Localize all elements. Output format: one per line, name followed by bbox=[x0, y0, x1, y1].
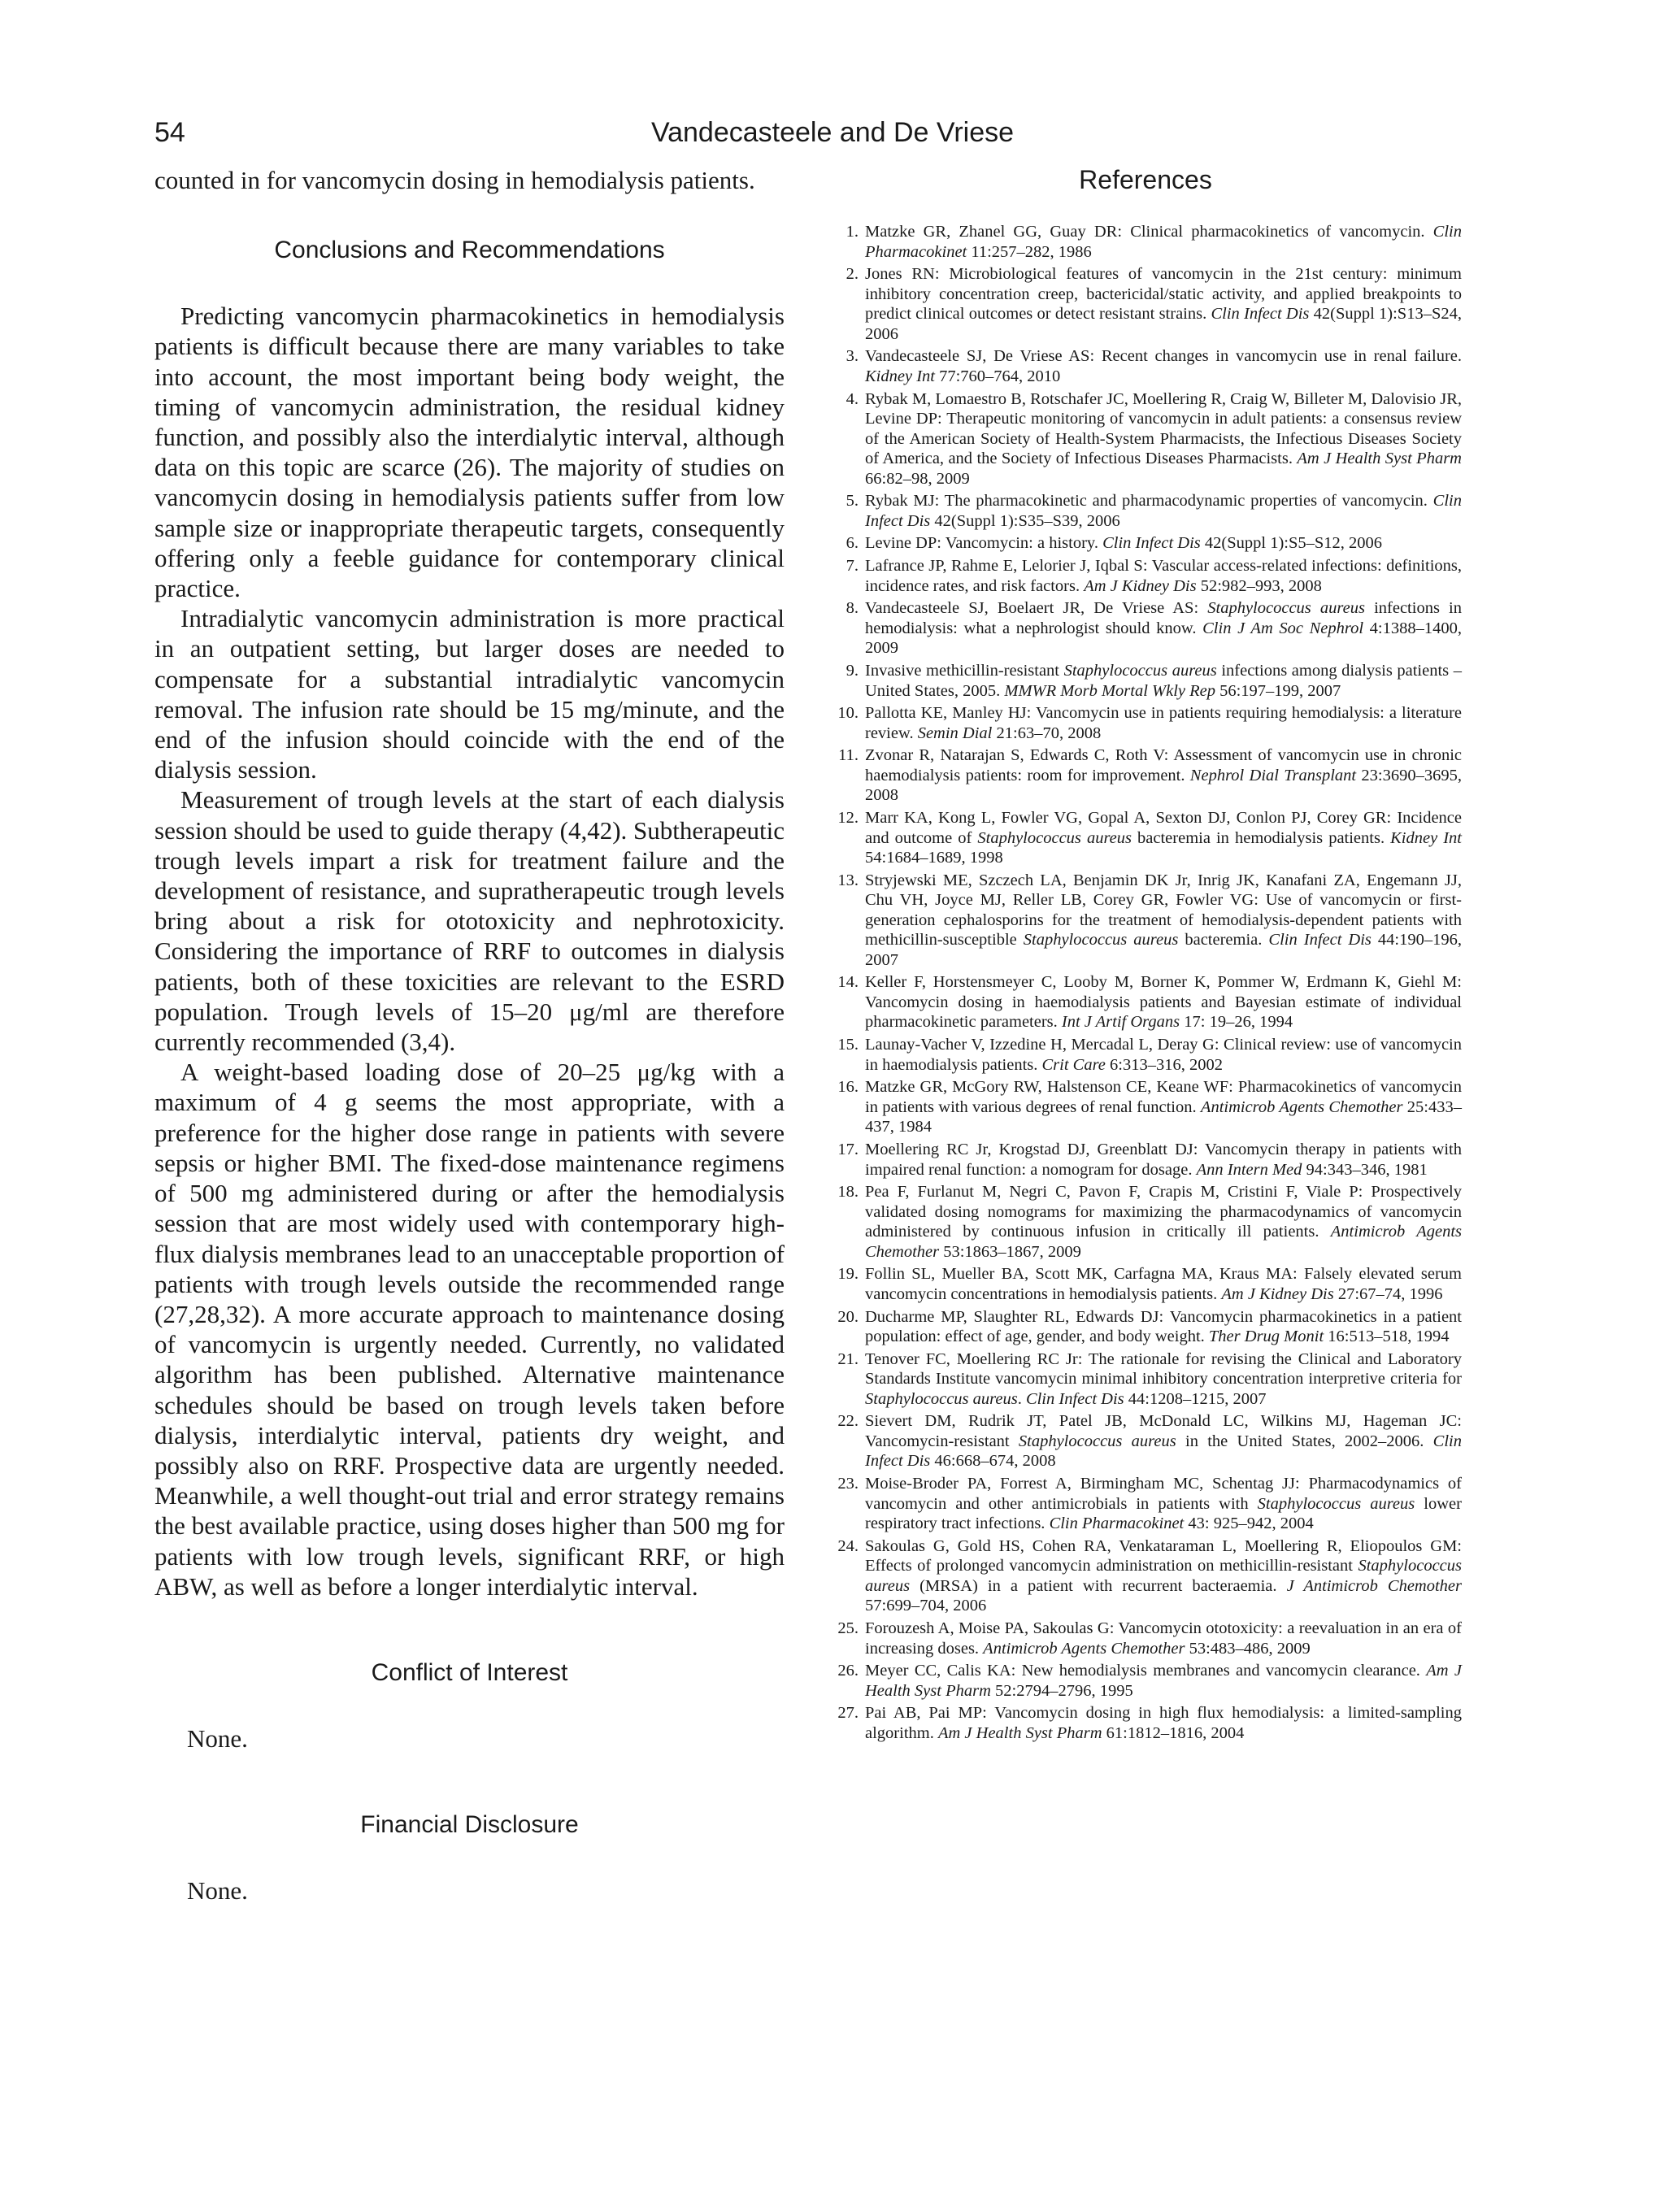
reference-number: 16. bbox=[837, 1078, 859, 1097]
reference-number: 22. bbox=[837, 1412, 859, 1431]
reference-text: 66:82–98, 2009 bbox=[865, 469, 970, 488]
reference-text: 94:343–346, 1981 bbox=[1302, 1160, 1428, 1179]
reference-journal: Staphylococcus aureus bbox=[865, 1557, 1462, 1595]
reference-text: Matzke GR, McGory RW, Halstenson CE, Keane WF: Pharmacokinetics of vancomycin in patients with various degrees of renal function. bbox=[865, 1078, 1462, 1116]
reference-text: Stryjewski ME, Szczech LA, Benjamin DK Jr, Inrig JK, Kanafani ZA, Engemann JJ, Chu VH, Joyce MJ, Reller LB, Corey GR, Fowler VG: Use of vancomycin or first-generation cephalosporins for the treatment of hemodialysis-dependent patients with methicillin-susceptible bbox=[865, 871, 1462, 950]
reference-text: Rybak M, Lomaestro B, Rotschafer JC, Moellering R, Craig W, Billeter M, Dalovisio JR, Levine DP: Therapeutic monitoring of vancomycin in adult patients: a consensus review of the American Society of Health-System Pharmacists, the Infectious Diseases Society of America, and the Society of Infectious Diseases Pharmacists. bbox=[865, 389, 1462, 468]
reference-number: 12. bbox=[837, 809, 859, 828]
reference-number: 25. bbox=[837, 1619, 859, 1637]
reference-text: infections among dialysis patients – United States, 2005. bbox=[865, 662, 1462, 700]
reference-item bbox=[829, 703, 1462, 743]
reference-item bbox=[829, 533, 1462, 554]
reference-text: 17: 19–26, 1994 bbox=[1180, 1013, 1293, 1032]
reference-text: 42(Suppl 1):S35–S39, 2006 bbox=[930, 511, 1120, 530]
reference-text: Vandecasteele SJ, De Vriese AS: Recent changes in vancomycin use in renal failure. bbox=[865, 347, 1462, 366]
reference-text: Invasive methicillin-resistant bbox=[865, 662, 1064, 680]
reference-journal: Ann Intern Med bbox=[1196, 1160, 1302, 1179]
reference-number: 18. bbox=[837, 1183, 859, 1202]
reference-journal: Staphylococcus aureus bbox=[1257, 1494, 1415, 1513]
reference-item bbox=[829, 1182, 1462, 1262]
reference-item bbox=[829, 1349, 1462, 1410]
reference-journal: Kidney Int bbox=[1390, 828, 1463, 847]
reference-number: 3. bbox=[846, 347, 859, 366]
reference-text: Sievert DM, Rudrik JT, Patel JB, McDonald LC, Wilkins MJ, Hageman JC: Vancomycin-resistant bbox=[865, 1412, 1462, 1450]
reference-text: Pallotta KE, Manley HJ: Vancomycin use in patients requiring hemodialysis: a literature review. bbox=[865, 704, 1462, 742]
reference-item bbox=[829, 556, 1462, 596]
reference-text: 6:313–316, 2002 bbox=[1105, 1055, 1223, 1074]
reference-text: Sakoulas G, Gold HS, Cohen RA, Venkataraman L, Moellering R, Eliopoulos GM: Effects of prolonged vancomycin administration on methicillin-resistant bbox=[865, 1536, 1462, 1575]
reference-journal: Staphylococcus aureus bbox=[1018, 1432, 1176, 1450]
reference-number: 5. bbox=[846, 492, 859, 511]
reference-text: Launay-Vacher V, Izzedine H, Mercadal L, Deray G: Clinical review: use of vancomycin in haemodialysis patients. bbox=[865, 1036, 1462, 1074]
reference-number: 1. bbox=[846, 223, 859, 241]
reference-text: bacteremia in hemodialysis patients. bbox=[1132, 828, 1391, 847]
reference-journal: Ther Drug Monit bbox=[1208, 1328, 1324, 1346]
reference-number: 15. bbox=[837, 1036, 859, 1054]
reference-number: 17. bbox=[837, 1141, 859, 1158]
conclusions-heading: Conclusions and Recommendations bbox=[274, 237, 665, 264]
reference-journal: Staphylococcus aureus bbox=[865, 1389, 1018, 1408]
reference-journal: Clin Pharmacokinet bbox=[865, 223, 1462, 261]
page-number: 54 bbox=[154, 117, 185, 148]
reference-text: bacteremia. bbox=[1178, 931, 1269, 950]
reference-number: 19. bbox=[837, 1265, 859, 1284]
reference-journal: J Antimicrob Chemother bbox=[1286, 1576, 1463, 1595]
reference-item bbox=[829, 1536, 1462, 1616]
reference-text: infections in hemodialysis: what a nephrologist should know. bbox=[865, 599, 1462, 637]
reference-text: Marr KA, Kong L, Fowler VG, Gopal A, Sexton DJ, Conlon PJ, Corey GR: Incidence and outcome of bbox=[865, 809, 1462, 847]
references-heading: References bbox=[1079, 165, 1212, 194]
conflict-heading: Conflict of Interest bbox=[371, 1658, 568, 1686]
reference-text: 52:2794–2796, 1995 bbox=[990, 1681, 1133, 1700]
reference-text: Forouzesh A, Moise PA, Sakoulas G: Vancomycin ototoxicity: a reevaluation in an era of increasing doses. bbox=[865, 1619, 1462, 1658]
reference-item bbox=[829, 1264, 1462, 1304]
reference-item bbox=[829, 1140, 1462, 1180]
reference-item bbox=[829, 491, 1462, 531]
reference-number: 20. bbox=[837, 1307, 859, 1326]
reference-item bbox=[829, 1035, 1462, 1075]
reference-journal: Clin Infect Dis bbox=[1025, 1389, 1124, 1408]
reference-journal: Clin J Am Soc Nephrol bbox=[1202, 619, 1364, 637]
reference-number: 24. bbox=[837, 1536, 859, 1555]
reference-text: 21:63–70, 2008 bbox=[992, 724, 1102, 742]
reference-text: 44:190–196, 2007 bbox=[865, 931, 1462, 969]
reference-number: 13. bbox=[837, 871, 859, 889]
reference-journal: Staphylococcus aureus bbox=[1063, 662, 1217, 680]
reference-text: 43: 925–942, 2004 bbox=[1184, 1515, 1314, 1533]
reference-number: 6. bbox=[846, 534, 859, 553]
reference-item bbox=[829, 264, 1462, 344]
reference-item bbox=[829, 1661, 1462, 1701]
reference-text: Moellering RC Jr, Krogstad DJ, Greenblatt DJ: Vancomycin therapy in patients with impaired renal function: a nomogram for dosage. bbox=[865, 1141, 1462, 1179]
reference-journal: Staphylococcus aureus bbox=[1207, 599, 1365, 618]
reference-item bbox=[829, 808, 1462, 868]
reference-journal: Kidney Int bbox=[865, 367, 935, 385]
reference-journal: MMWR Morb Mortal Wkly Rep bbox=[1004, 681, 1215, 700]
conclusions-paragraph-3: Measurement of trough levels at the start of each dialysis session should be used to guide therapy (4,42). Subtherapeutic trough levels impart a risk for treatment failure and the development of resistance, and supratherapeutic trough levels bring about a risk for ototoxicity and nephrotoxicity. Considering the importance of RRF to outcomes in dialysis patients, both of these toxicities are relevant to the ESRD population. Trough levels of 15–20 μg/ml are therefore currently recommended (3,4). bbox=[154, 785, 785, 1057]
reference-text: 52:982–993, 2008 bbox=[1196, 576, 1322, 595]
reference-journal: Am J Health Syst Pharm bbox=[937, 1723, 1102, 1742]
reference-text: Pea F, Furlanut M, Negri C, Pavon F, Crapis M, Cristini F, Viale P: Prospectively validated dosing nomograms for maximizing the pharmacodynamics of vancomycin administered by continuous infusion in critically ill patients. bbox=[865, 1183, 1462, 1241]
reference-text: lower respiratory tract infections. bbox=[865, 1494, 1462, 1533]
reference-item bbox=[829, 972, 1462, 1032]
reference-number: 2. bbox=[846, 265, 859, 284]
reference-text: 23:3690–3695, 2008 bbox=[865, 766, 1462, 805]
reference-number: 27. bbox=[837, 1704, 859, 1723]
reference-journal: Semin Dial bbox=[917, 724, 993, 742]
reference-text: 53:483–486, 2009 bbox=[1185, 1639, 1311, 1658]
reference-text: Pai AB, Pai MP: Vancomycin dosing in high flux hemodialysis: a limited-sampling algorithm. bbox=[865, 1704, 1462, 1742]
reference-number: 11. bbox=[838, 746, 859, 765]
reference-journal: Clin Infect Dis bbox=[865, 492, 1462, 530]
reference-number: 4. bbox=[846, 389, 859, 408]
references-column bbox=[829, 163, 1462, 1746]
reference-text: Tenover FC, Moellering RC Jr: The rationale for revising the Clinical and Laboratory Standards Institute vancomycin minimal inhibitory concentration interpretive criteria for bbox=[865, 1349, 1462, 1388]
reference-text: in the United States, 2002–2006. bbox=[1176, 1432, 1433, 1450]
reference-number: 23. bbox=[837, 1475, 859, 1493]
reference-journal: Clin Pharmacokinet bbox=[1049, 1515, 1185, 1533]
reference-item bbox=[829, 1411, 1462, 1471]
reference-text: 53:1863–1867, 2009 bbox=[939, 1242, 1081, 1261]
reference-journal: Clin Infect Dis bbox=[1102, 534, 1201, 553]
reference-text: . bbox=[1017, 1389, 1026, 1408]
reference-text: 77:760–764, 2010 bbox=[934, 367, 1061, 385]
running-title: Vandecasteele and De Vriese bbox=[650, 117, 1015, 148]
reference-text: Lafrance JP, Rahme E, Lelorier J, Iqbal S: Vascular access-related infections: definitions, incidence rates, and risk factors. bbox=[865, 557, 1462, 595]
reference-journal: Antimicrob Agents Chemother bbox=[983, 1639, 1185, 1658]
reference-journal: Staphylococcus aureus bbox=[1023, 931, 1179, 950]
reference-item bbox=[829, 389, 1462, 489]
conflict-text: None. bbox=[187, 1723, 248, 1753]
disclosure-heading: Financial Disclosure bbox=[360, 1810, 579, 1838]
conclusions-paragraph-1: Predicting vancomycin pharmacokinetics in hemodialysis patients is difficult because there are many variables to take into account, the most important being body weight, the timing of vancomycin administration, the residual kidney function, and possibly also the interdialytic interval, although data on this topic are scarce (26). The majority of studies on vancomycin dosing in hemodialysis patients suffer from low sample size or inappropriate therapeutic targets, consequently offering only a feeble guidance for contemporary clinical practice. bbox=[154, 302, 785, 603]
reference-journal: Am J Health Syst Pharm bbox=[865, 1662, 1462, 1700]
reference-text: Matzke GR, Zhanel GG, Guay DR: Clinical pharmacokinetics of vancomycin. bbox=[865, 223, 1433, 241]
reference-text: 61:1812–1816, 2004 bbox=[1102, 1723, 1245, 1742]
reference-number: 7. bbox=[846, 557, 859, 576]
conclusions-paragraph-2: Intradialytic vancomycin administration is more practical in an outpatient setting, but larger doses are needed to compensate for a substantial intradialytic vancomycin removal. The infusion rate should be 15 mg/minute, and the end of the infusion should coincide with the end of the dialysis session. bbox=[154, 604, 785, 784]
reference-journal: Nephrol Dial Transplant bbox=[1189, 766, 1357, 784]
reference-text: Zvonar R, Natarajan S, Edwards C, Roth V: Assessment of vancomycin use in chronic haemodialysis patients: room for improvement. bbox=[865, 746, 1462, 784]
reference-number: 21. bbox=[837, 1349, 859, 1368]
reference-item bbox=[829, 1077, 1462, 1137]
reference-text: 27:67–74, 1996 bbox=[1333, 1284, 1443, 1303]
reference-item bbox=[829, 1307, 1462, 1347]
reference-number: 9. bbox=[846, 662, 859, 680]
reference-text: Keller F, Horstensmeyer C, Looby M, Borner K, Pommer W, Erdmann K, Giehl M: Vancomycin dosing in haemodialysis patients and Bayesian estimate of individual pharmacokinetic parameters. bbox=[865, 973, 1462, 1032]
reference-text: 54:1684–1689, 1998 bbox=[865, 849, 1003, 867]
reference-number: 14. bbox=[837, 973, 859, 992]
reference-text: Meyer CC, Calis KA: New hemodialysis membranes and vancomycin clearance. bbox=[865, 1662, 1427, 1680]
reference-journal: Int J Artif Organs bbox=[1061, 1013, 1180, 1032]
reference-item bbox=[829, 1703, 1462, 1743]
reference-text: 46:668–674, 2008 bbox=[930, 1452, 1056, 1471]
reference-journal: Antimicrob Agents Chemother bbox=[1200, 1097, 1403, 1116]
conclusions-paragraph-4: A weight-based loading dose of 20–25 μg/kg with a maximum of 4 g seems the most appropriate, with a preference for the higher dose range in patients with severe sepsis or higher BMI. The fixed-dose maintenance regimens of 500 mg administered during or after the hemodialysis session that are most widely used with contemporary high-flux dialysis membranes lead to an unacceptable proportion of patients with trough levels outside the recommended range (27,28,32). A more accurate approach to maintenance dosing of vancomycin is urgently needed. Currently, no validated algorithm has been published. Alternative maintenance schedules should be based on trough levels taken before dialysis, interdialytic interval, patients dry weight, and possibly also on RRF. Prospective data are urgently needed. Meanwhile, a well thought-out trial and error strategy remains the best available practice, using doses higher than 500 mg for patients with low trough levels, significant RRF, or high ABW, as well as before a longer interdialytic interval. bbox=[154, 1058, 785, 1601]
reference-item bbox=[829, 1474, 1462, 1534]
reference-text: 57:699–704, 2006 bbox=[865, 1597, 987, 1615]
reference-number: 26. bbox=[837, 1662, 859, 1680]
reference-text: 56:197–199, 2007 bbox=[1215, 681, 1341, 700]
reference-text: (MRSA) in a patient with recurrent bacteraemia. bbox=[910, 1576, 1287, 1595]
reference-journal: Am J Kidney Dis bbox=[1084, 576, 1197, 595]
reference-journal: Am J Kidney Dis bbox=[1221, 1284, 1334, 1303]
reference-text: Vandecasteele SJ, Boelaert JR, De Vriese AS: bbox=[865, 599, 1208, 618]
reference-text: 16:513–518, 1994 bbox=[1324, 1328, 1450, 1346]
reference-text: Follin SL, Mueller BA, Scott MK, Carfagna MA, Kraus MA: Falsely elevated serum vancomycin concentrations in hemodialysis patients. bbox=[865, 1265, 1462, 1303]
reference-journal: Clin Infect Dis bbox=[1211, 305, 1310, 324]
reference-text: Jones RN: Microbiological features of vancomycin in the 21st century: minimum inhibitory concentration creep, bactericidal/static activity, and applied breakpoints to predict clinical outcomes or detect resistant strains. bbox=[865, 265, 1462, 324]
reference-text: 42(Suppl 1):S5–S12, 2006 bbox=[1200, 534, 1383, 553]
reference-item bbox=[829, 346, 1462, 386]
continued-paragraph: counted in for vancomycin dosing in hemodialysis patients. bbox=[154, 166, 755, 194]
reference-text: 44:1208–1215, 2007 bbox=[1124, 1389, 1267, 1408]
reference-item bbox=[829, 661, 1462, 701]
reference-list bbox=[829, 222, 1462, 1743]
left-column bbox=[154, 165, 785, 1906]
reference-item bbox=[829, 745, 1462, 806]
reference-text: Ducharme MP, Slaughter RL, Edwards DJ: Vancomycin pharmacokinetics in a patient population: effect of age, gender, and body weight. bbox=[865, 1307, 1462, 1346]
reference-text: 42(Suppl 1):S13–S24, 2006 bbox=[865, 305, 1462, 343]
reference-text: 4:1388–1400, 2009 bbox=[865, 619, 1462, 658]
reference-number: 8. bbox=[846, 599, 859, 618]
reference-journal: Staphylococcus aureus bbox=[977, 828, 1132, 847]
reference-item bbox=[829, 1619, 1462, 1658]
reference-item bbox=[829, 598, 1462, 658]
reference-journal: Antimicrob Agents Chemother bbox=[865, 1223, 1462, 1261]
reference-journal: Crit Care bbox=[1041, 1055, 1106, 1074]
reference-text: Rybak MJ: The pharmacokinetic and pharmacodynamic properties of vancomycin. bbox=[865, 492, 1433, 511]
reference-number: 10. bbox=[837, 704, 859, 723]
reference-journal: Clin Infect Dis bbox=[865, 1432, 1462, 1471]
reference-text: Levine DP: Vancomycin: a history. bbox=[865, 534, 1103, 553]
reference-item bbox=[829, 871, 1462, 971]
reference-journal: Am J Health Syst Pharm bbox=[1297, 450, 1462, 468]
reference-text: Moise-Broder PA, Forrest A, Birmingham MC, Schentag JJ: Pharmacodynamics of vancomycin and other antimicrobials in patients with bbox=[865, 1475, 1462, 1513]
reference-text: 11:257–282, 1986 bbox=[967, 242, 1092, 261]
reference-text: 25:433–437, 1984 bbox=[865, 1097, 1463, 1136]
disclosure-text: None. bbox=[187, 1875, 248, 1905]
reference-journal: Clin Infect Dis bbox=[1268, 931, 1372, 950]
reference-item bbox=[829, 222, 1462, 262]
